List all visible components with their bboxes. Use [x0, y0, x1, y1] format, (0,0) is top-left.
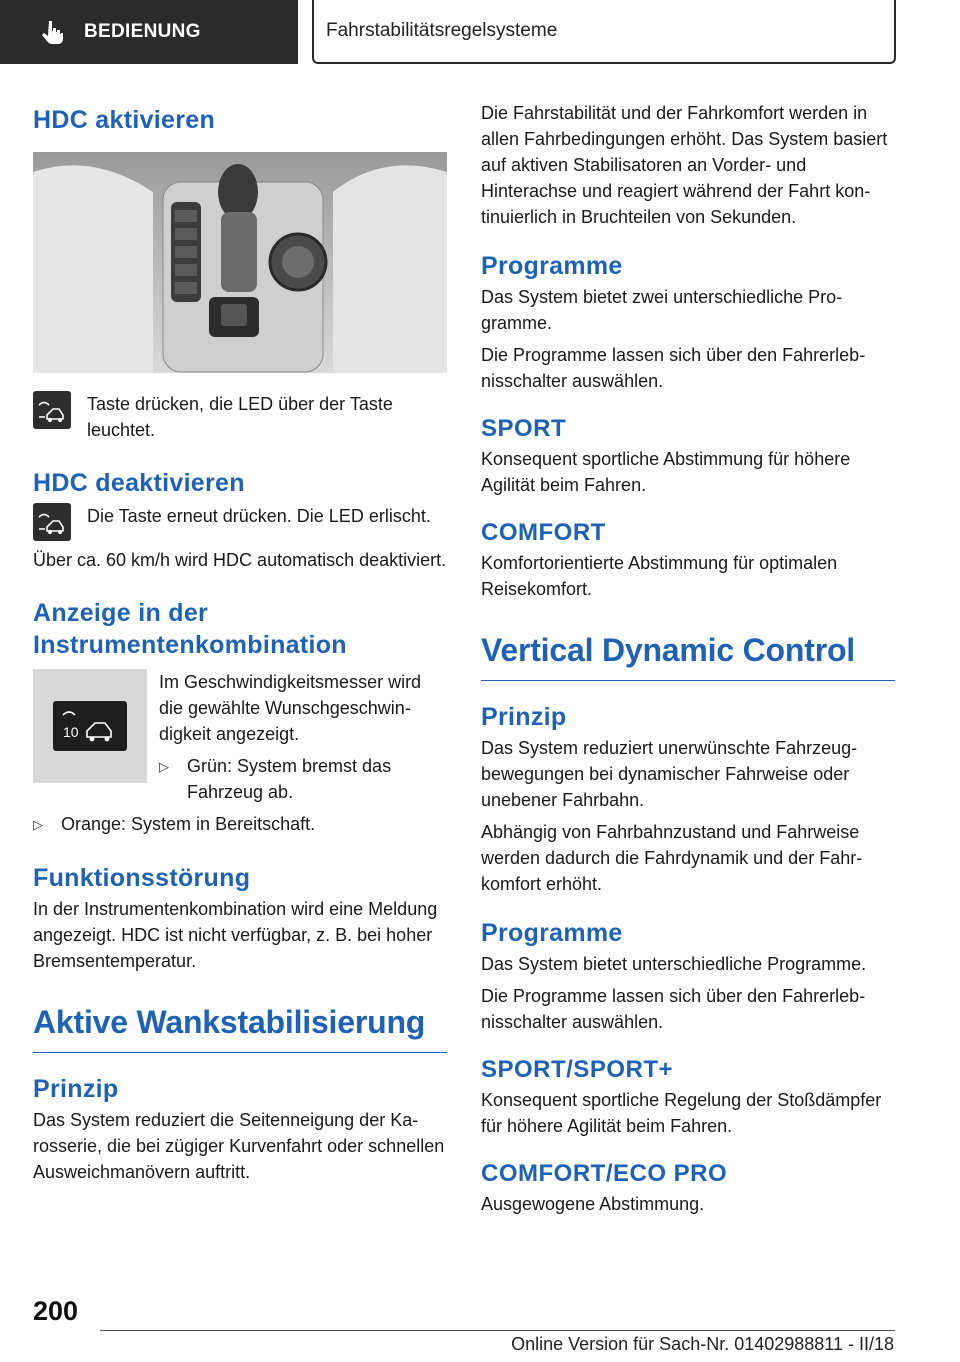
section-tab[interactable] [0, 0, 298, 64]
triangle-bullet-icon: ▷ [33, 817, 43, 832]
display-heading [33, 597, 447, 661]
online-version-footer[interactable]: Online Version für Sach-Nr. 01402988811 - II/18 [511, 1334, 894, 1354]
hdc-deactivate-text: Die Taste erneut drücken. Die LED erlischt. [87, 506, 431, 526]
display-heading-line-2: Instrumentenkombination [33, 631, 347, 659]
aws-cont-text: Die Fahrstabilität und der Fahrkomfort werden in allen Fahrbedingungen erhöht. Das System basiert auf aktiven Stabilisatoren an Vorder- und Hinterachse und reagiert während der Fahrt kontinuierlich in Bruchteilen von Sekunden. [481, 103, 888, 227]
footer-divider [100, 1330, 895, 1331]
sportplus-heading: SPORT/SPORT+ [481, 1056, 674, 1083]
display-description [159, 669, 447, 805]
hdc-auto-text: Über ca. 60 km/h wird HDC automatisch deaktiviert. [33, 550, 447, 570]
comfort-text: Komfortorientierte Abstimmung für optimalen Reisekomfort. [481, 553, 838, 599]
vdc-programs-text-1: Das System bietet unterschiedliche Programme. [481, 954, 867, 974]
page-header [0, 0, 960, 66]
hand-pointer-icon [40, 19, 66, 45]
bullet-orange-text: Orange: System in Bereitschaft. [61, 814, 316, 834]
vdc-heading: Vertical Dynamic Control [481, 630, 895, 681]
vdc-programs-text-2: Die Programme lassen sich über den Fahrerlebnisschalter auswählen. [481, 986, 866, 1032]
aws-principle-heading: Prinzip [33, 1075, 119, 1103]
hdc-activate-text: Taste drücken, die LED über der Taste leuchtet. [87, 394, 393, 440]
comfort-heading: COMFORT [481, 519, 606, 546]
comforteco-text: Ausgewogene Abstimmung. [481, 1194, 705, 1214]
left-column [33, 100, 447, 1185]
programs-heading: Programme [481, 252, 623, 280]
chapter-tab [312, 0, 896, 64]
section-label: BEDIENUNG [84, 21, 201, 42]
hdc-button-icon [33, 503, 71, 541]
sport-text: Konsequent sportliche Abstimmung für höhere Agilität beim Fahren. [481, 449, 851, 495]
right-column [481, 100, 895, 1217]
sportplus-text: Konsequent sportliche Regelung der Stoßdämpfer für höhere Agilität beim Fahren. [481, 1090, 882, 1136]
center-console-photo [33, 152, 447, 373]
chapter-title: Fahrstabilitätsregelsysteme [326, 20, 558, 41]
vdc-principle-text-2: Abhängig von Fahrbahnzustand und Fahrweise werden dadurch die Fahrdynamik und der Fahrkomfort erhöht. [481, 822, 863, 894]
display-heading-line-1: Anzeige in der [33, 599, 209, 627]
aws-heading: Aktive Wankstabilisierung [33, 1002, 447, 1053]
vdc-principle-text-1: Das System reduziert unerwünschte Fahrzeugbewegungen bei dynamischer Fahrweise oder unebener Fahrbahn. [481, 738, 858, 810]
bullet-green-text: Grün: System bremst das Fahrzeug ab. [187, 756, 392, 802]
page-number: 200 [33, 1296, 79, 1326]
aws-principle-text: Das System reduziert die Seitenneigung der Karosserie, die bei zügiger Kurvenfahrt oder schnellen Ausweichmanövern auftritt. [33, 1110, 445, 1182]
hdc-deactivate-instruction [33, 503, 447, 541]
display-text: Im Geschwindigkeitsmesser wird die gewählte Wunschgeschwindigkeit angezeigt. [159, 672, 422, 744]
hdc-activate-heading: HDC aktivieren [33, 106, 216, 134]
hdc-deactivate-heading: HDC deaktivieren [33, 469, 245, 497]
bullet-orange [33, 811, 447, 838]
hdc-activate-instruction [33, 391, 447, 443]
instrument-display-block [33, 669, 447, 805]
sport-heading: SPORT [481, 415, 567, 442]
hdc-button-icon [33, 391, 71, 429]
vdc-principle-heading: Prinzip [481, 703, 567, 731]
speedometer-hdc-display [33, 669, 147, 783]
vdc-programs-heading: Programme [481, 919, 623, 947]
malfunction-text: In der Instrumentenkombination wird eine Meldung angezeigt. HDC ist nicht verfügbar, z. B. bei hoher Bremsentemperatur. [33, 899, 438, 971]
programs-text-1: Das System bietet zwei unterschiedliche Programme. [481, 287, 843, 333]
display-speed-value: 10 [63, 724, 79, 740]
programs-text-2: Die Programme lassen sich über den Fahrerlebnisschalter auswählen. [481, 345, 866, 391]
malfunction-heading: Funktionsstörung [33, 864, 251, 892]
comforteco-heading: COMFORT/ECO PRO [481, 1160, 728, 1187]
triangle-bullet-icon: ▷ [159, 759, 169, 774]
bullet-green [159, 753, 447, 805]
